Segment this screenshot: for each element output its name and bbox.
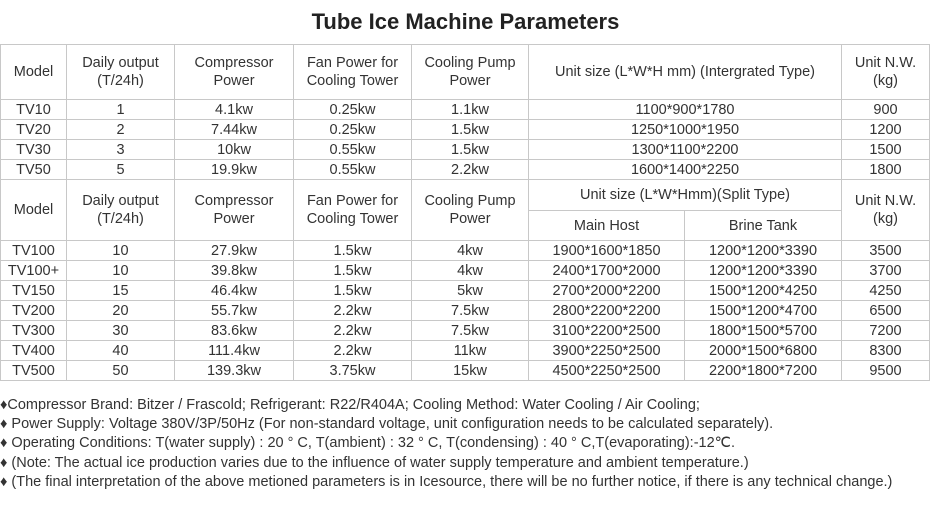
cell-pump-power: 1.1kw: [412, 100, 529, 120]
cell-fan-power: 3.75kw: [294, 361, 412, 381]
cell-compressor-power: 39.8kw: [175, 261, 294, 281]
cell-unit-nw: 3500: [842, 241, 930, 261]
cell-fan-power: 2.2kw: [294, 301, 412, 321]
table-row: [1, 301, 930, 321]
header-cooling-pump-power: Cooling Pump Power: [412, 45, 529, 100]
table-row: [1, 120, 930, 140]
cell-unit-nw: 900: [842, 100, 930, 120]
cell-main-host: 2800*2200*2200: [529, 301, 685, 321]
cell-model: TV20: [1, 120, 67, 140]
integrated-header-row: [1, 45, 930, 100]
note-line: ♦ Operating Conditions: T(water supply) : 20 ° C, T(ambient) : 32 ° C, T(condensing) : 40 ° C,T(evaporating):-12℃.: [0, 435, 735, 452]
cell-pump-power: 15kw: [412, 361, 529, 381]
header-unit-nw: Unit N.W. (kg): [842, 45, 930, 100]
cell-pump-power: 4kw: [412, 261, 529, 281]
table-row: [1, 281, 930, 301]
cell-unit-nw: 6500: [842, 301, 930, 321]
cell-compressor-power: 139.3kw: [175, 361, 294, 381]
header-compressor-power: Compressor Power: [175, 180, 294, 241]
cell-daily-output: 1: [67, 100, 175, 120]
cell-fan-power: 1.5kw: [294, 241, 412, 261]
cell-daily-output: 10: [67, 261, 175, 281]
cell-pump-power: 5kw: [412, 281, 529, 301]
cell-daily-output: 50: [67, 361, 175, 381]
header-cooling-pump-power: Cooling Pump Power: [412, 180, 529, 241]
cell-main-host: 1900*1600*1850: [529, 241, 685, 261]
cell-daily-output: 30: [67, 321, 175, 341]
cell-pump-power: 2.2kw: [412, 160, 529, 180]
cell-daily-output: 10: [67, 241, 175, 261]
cell-model: TV10: [1, 100, 67, 120]
split-header-row: [1, 180, 930, 211]
cell-compressor-power: 7.44kw: [175, 120, 294, 140]
table-row: [1, 361, 930, 381]
cell-compressor-power: 111.4kw: [175, 341, 294, 361]
cell-fan-power: 0.55kw: [294, 160, 412, 180]
cell-main-host: 2400*1700*2000: [529, 261, 685, 281]
cell-model: TV500: [1, 361, 67, 381]
header-fan-power: Fan Power for Cooling Tower: [294, 45, 412, 100]
cell-pump-power: 1.5kw: [412, 140, 529, 160]
cell-brine-tank: 1500*1200*4250: [685, 281, 842, 301]
cell-unit-size: 1100*900*1780: [529, 100, 842, 120]
table-row: [1, 140, 930, 160]
cell-pump-power: 4kw: [412, 241, 529, 261]
cell-unit-nw: 8300: [842, 341, 930, 361]
cell-unit-nw: 1200: [842, 120, 930, 140]
cell-fan-power: 2.2kw: [294, 341, 412, 361]
cell-brine-tank: 1500*1200*4700: [685, 301, 842, 321]
cell-main-host: 3900*2250*2500: [529, 341, 685, 361]
cell-fan-power: 0.25kw: [294, 100, 412, 120]
cell-brine-tank: 1800*1500*5700: [685, 321, 842, 341]
header-main-host: Main Host: [529, 211, 685, 241]
header-model: Model: [1, 45, 67, 100]
header-daily-output: Daily output (T/24h): [67, 180, 175, 241]
table-row: [1, 341, 930, 361]
cell-unit-size: 1300*1100*2200: [529, 140, 842, 160]
table-row: [1, 160, 930, 180]
cell-daily-output: 3: [67, 140, 175, 160]
cell-unit-nw: 9500: [842, 361, 930, 381]
cell-daily-output: 20: [67, 301, 175, 321]
note-line: ♦ (The final interpretation of the above metioned parameters is in Icesource, there will be no further notice, if there is any technical change.): [0, 473, 893, 490]
cell-brine-tank: 1200*1200*3390: [685, 241, 842, 261]
header-unit-size-integrated: Unit size (L*W*H mm) (Intergrated Type): [529, 45, 842, 100]
cell-compressor-power: 19.9kw: [175, 160, 294, 180]
cell-pump-power: 7.5kw: [412, 301, 529, 321]
table-row: [1, 100, 930, 120]
cell-compressor-power: 10kw: [175, 140, 294, 160]
cell-fan-power: 1.5kw: [294, 261, 412, 281]
cell-compressor-power: 27.9kw: [175, 241, 294, 261]
table-row: [1, 261, 930, 281]
cell-pump-power: 7.5kw: [412, 321, 529, 341]
cell-unit-nw: 1800: [842, 160, 930, 180]
header-brine-tank: Brine Tank: [685, 211, 842, 241]
cell-model: TV400: [1, 341, 67, 361]
cell-brine-tank: 1200*1200*3390: [685, 261, 842, 281]
cell-main-host: 4500*2250*2500: [529, 361, 685, 381]
cell-pump-power: 1.5kw: [412, 120, 529, 140]
cell-model: TV300: [1, 321, 67, 341]
cell-unit-nw: 7200: [842, 321, 930, 341]
cell-brine-tank: 2000*1500*6800: [685, 341, 842, 361]
cell-model: TV200: [1, 301, 67, 321]
cell-fan-power: 1.5kw: [294, 281, 412, 301]
page-title: Tube Ice Machine Parameters: [311, 9, 620, 34]
header-fan-power: Fan Power for Cooling Tower: [294, 180, 412, 241]
note-line: ♦ Power Supply: Voltage 380V/3P/50Hz (For non-standard voltage, unit configuration needs to be calculated separately).: [0, 416, 774, 433]
header-model: Model: [1, 180, 67, 241]
cell-main-host: 3100*2200*2500: [529, 321, 685, 341]
cell-pump-power: 11kw: [412, 341, 529, 361]
cell-fan-power: 0.55kw: [294, 140, 412, 160]
cell-unit-size: 1600*1400*2250: [529, 160, 842, 180]
notes: [0, 396, 931, 492]
table-row: [1, 321, 930, 341]
cell-daily-output: 5: [67, 160, 175, 180]
cell-daily-output: 40: [67, 341, 175, 361]
header-compressor-power: Compressor Power: [175, 45, 294, 100]
cell-model: TV100+: [1, 261, 67, 281]
cell-unit-nw: 1500: [842, 140, 930, 160]
cell-fan-power: 0.25kw: [294, 120, 412, 140]
cell-model: TV100: [1, 241, 67, 261]
cell-model: TV150: [1, 281, 67, 301]
note-line: ♦ (Note: The actual ice production varies due to the influence of water supply temperature and ambient temperature.): [0, 454, 749, 471]
cell-compressor-power: 55.7kw: [175, 301, 294, 321]
note-line: ♦Compressor Brand: Bitzer / Frascold; Refrigerant: R22/R404A; Cooling Method: Water Cooling / Air Cooling;: [0, 397, 700, 413]
cell-model: TV30: [1, 140, 67, 160]
parameters-table: [0, 44, 930, 381]
cell-compressor-power: 4.1kw: [175, 100, 294, 120]
cell-daily-output: 15: [67, 281, 175, 301]
header-unit-nw: Unit N.W. (kg): [842, 180, 930, 241]
header-unit-size-split: Unit size (L*W*Hmm)(Split Type): [529, 180, 842, 211]
cell-unit-size: 1250*1000*1950: [529, 120, 842, 140]
cell-main-host: 2700*2000*2200: [529, 281, 685, 301]
cell-unit-nw: 3700: [842, 261, 930, 281]
cell-model: TV50: [1, 160, 67, 180]
table-row: [1, 241, 930, 261]
cell-fan-power: 2.2kw: [294, 321, 412, 341]
cell-brine-tank: 2200*1800*7200: [685, 361, 842, 381]
cell-unit-nw: 4250: [842, 281, 930, 301]
cell-compressor-power: 83.6kw: [175, 321, 294, 341]
cell-daily-output: 2: [67, 120, 175, 140]
header-daily-output: Daily output (T/24h): [67, 45, 175, 100]
cell-compressor-power: 46.4kw: [175, 281, 294, 301]
